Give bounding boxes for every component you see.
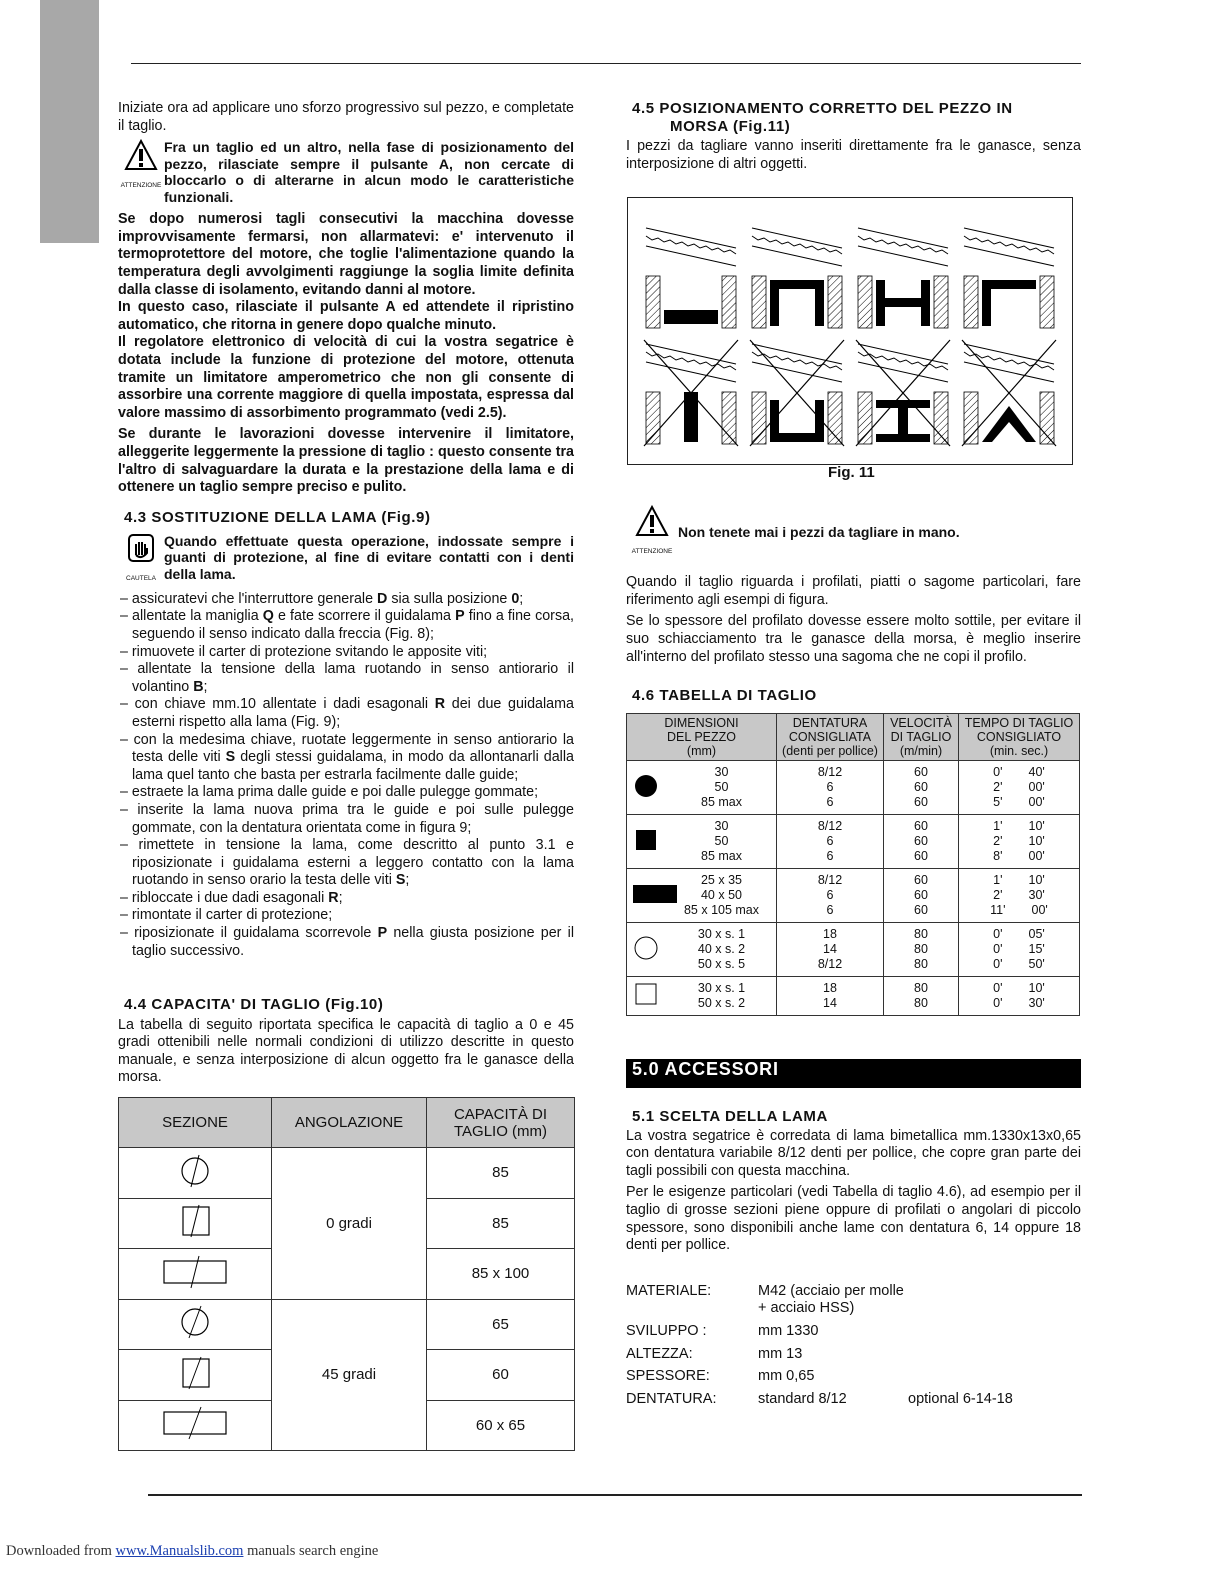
step-item: – con la medesima chiave, ruotate leggermente in senso antiorario la testa delle viti S degli stessi guidalama, in modo da allontanarli dalla lama quel tanto che basta per estrarla facilmente dalle guide;	[120, 731, 574, 783]
spec-extra	[908, 1283, 1081, 1318]
dimension-value: 40 x s. 2	[697, 942, 746, 956]
teeth-cell: 8/12 6 6	[777, 761, 884, 815]
teeth-cell: 18 14	[777, 977, 884, 1016]
col-header: SEZIONE	[119, 1098, 272, 1148]
section-title: 4.4 CAPACITA' DI TAGLIO (Fig.10)	[124, 996, 384, 1013]
spec-label: SPESSORE:	[626, 1368, 710, 1385]
teeth-cell: 8/12 6 6	[777, 815, 884, 869]
footer-prefix: Downloaded from	[6, 1543, 116, 1559]
spec-label: MATERIALE:	[626, 1282, 712, 1299]
section-5-1	[626, 1108, 1081, 1408]
speed-cell: 60 60 60	[884, 761, 959, 815]
capacity-value: 65	[427, 1299, 575, 1350]
thin-profile-text: Se lo spessore del profilato dovesse essere molto sottile, per evitare il suo schiacciamento tra le ganasce della morsa, è meglio inserire all'interno del profilato stesso una sagoma che ne copi il profilo.	[626, 613, 1081, 665]
teeth-cell: 8/12 6 6	[777, 869, 884, 923]
speed-regulator-text: Il regolatore elettronico di velocità di cui la vostra segatrice è dotata include la funzione di protezione del motore, ottenuta tramite un limitatore amperometrico che non gli consente di assorbire una corrente maggiore di quella impostata, espressa dal valore massimo di assorbimento programmato (vedi 2.5).	[118, 334, 574, 421]
col-header: CAPACITÀ DI TAGLIO (mm)	[427, 1098, 575, 1148]
manualslib-link[interactable]: www.Manualslib.com	[115, 1543, 244, 1559]
dimension-cell	[627, 815, 777, 869]
section-4-5	[626, 100, 1081, 177]
caution-text: Quando effettuate questa operazione, indossate sempre i guanti di protezione, al fine di evitare contatti con i denti della lama.	[164, 532, 574, 582]
dimension-value: 50 x s. 2	[697, 996, 746, 1010]
step-item: – rimuovete il carter di protezione svitando le apposite viti;	[120, 643, 488, 660]
warning-label: ATTENZIONE	[120, 181, 162, 189]
dimension-value: 85 max	[701, 795, 742, 809]
figure-caption: Fig. 11	[828, 464, 875, 481]
dimension-cell	[627, 761, 777, 815]
angle-cell: 0 gradi	[272, 1148, 427, 1300]
header-rule	[131, 63, 1081, 64]
table-row	[627, 815, 1080, 869]
time-cell: 0' 05' 0' 15' 0' 50'	[959, 923, 1080, 977]
table-row	[627, 761, 1080, 815]
step-item: – estraete la lama prima dalle guide e poi dalle pulegge gommate;	[120, 784, 539, 801]
cutting-table	[626, 713, 1080, 1016]
intro-text: Iniziate ora ad applicare uno sforzo progressivo sul pezzo, e completate il taglio.	[118, 100, 574, 134]
step-item: – assicuratevi che l'interruttore generale D sia sulla posizione 0;	[120, 590, 524, 607]
dimension-value: 50 x s. 5	[697, 957, 746, 971]
table-row	[627, 869, 1080, 923]
dimension-value: 50	[714, 780, 729, 794]
spec-extra	[908, 1368, 1081, 1386]
round-solid-icon	[631, 771, 661, 805]
rect-section-icon	[119, 1249, 272, 1300]
step-item: – riposizionate il guidalama scorrevole P nella giusta posizione per il taglio successivo.	[120, 925, 574, 959]
col-header: DENTATURA CONSIGLIATA (denti per pollice)	[777, 714, 884, 761]
capacity-value: 60	[427, 1350, 575, 1401]
dimension-value: 30	[714, 819, 729, 833]
warning-icon	[626, 505, 678, 560]
capacity-value: 85	[427, 1148, 575, 1199]
round-tube-icon	[631, 933, 661, 967]
step-item: – rimettete in tensione la lama, come descritto al punto 3.1 e riposizionate i guidalama esterni a leggero contatto con la lama ruotando in senso orario la testa delle viti S;	[120, 837, 574, 889]
square-section-icon	[119, 1350, 272, 1401]
spec-extra	[908, 1323, 1081, 1341]
profile-flat-vertical-diagram	[644, 340, 738, 446]
capacity-text: La tabella di seguito riportata specifica le capacità di taglio a 0 e 45 gradi ottenibili nelle normali condizioni di utilizzo descritte in questo manuale, e senza interposizione di alcun oggetto fra le ganasce della morsa.	[118, 1016, 574, 1086]
spec-label: ALTEZZA:	[626, 1345, 693, 1362]
blade-specs	[626, 1283, 1081, 1409]
release-button-text: In questo caso, rilasciate il pulsante A ed attendete il ripristino automatico, che ritorna in genere dopo qualche minuto.	[118, 299, 574, 333]
section-4-3	[118, 509, 574, 960]
spec-value: standard 8/12	[758, 1390, 847, 1407]
rect-solid-icon	[631, 879, 681, 913]
figure-11	[627, 197, 1073, 465]
spec-extra: optional 6-14-18	[908, 1390, 1013, 1407]
caution-box	[118, 533, 574, 588]
rect-section-icon	[119, 1400, 272, 1451]
teeth-cell: 18 14 8/12	[777, 923, 884, 977]
blade-replacement-steps	[118, 591, 574, 960]
profile-h-beam-diagram	[858, 228, 948, 328]
warning-text: Fra un taglio ed un altro, nella fase di posizionamento del pezzo, rilasciate sempre il pulsante A, non cercate di bloccarlo o di alterarne in alcun modo le caratteristiche funzionali.	[164, 139, 574, 205]
step-item: – ribloccate i due dadi esagonali R;	[120, 889, 343, 906]
spec-label: SVILUPPO :	[626, 1322, 707, 1339]
spec-value: mm 13	[758, 1345, 803, 1362]
speed-cell: 80 80	[884, 977, 959, 1016]
speed-cell: 60 60 60	[884, 869, 959, 923]
special-blades-text: Per le esigenze particolari (vedi Tabella di taglio 4.6), ad esempio per il taglio di grosse sezioni piene oppure di profilati o angolari di piccolo spessore, sono disponibili anche lame con dentatura 6, 14 oppure 18 denti per pollice.	[626, 1184, 1081, 1254]
col-header: ANGOLAZIONE	[272, 1098, 427, 1148]
col-header: TEMPO DI TAGLIO CONSIGLIATO (min. sec.)	[959, 714, 1080, 761]
profile-angle-v-diagram	[962, 340, 1056, 446]
section-4-5-cont	[626, 505, 1081, 670]
time-cell: 1' 10' 2' 30' 11' 00'	[959, 869, 1080, 923]
warning-icon	[118, 139, 164, 194]
section-5-0	[626, 1059, 1081, 1088]
profile-angle-up-diagram	[964, 228, 1054, 328]
profiles-text: Quando il taglio riguarda i profilati, piatti o sagome particolari, fare riferimento agli esempi di figura.	[626, 574, 1081, 608]
spec-value: mm 0,65	[758, 1368, 815, 1385]
section-title-cont: MORSA (Fig.11)	[670, 117, 791, 135]
section-title: 5.1 SCELTA DELLA LAMA	[632, 1108, 828, 1125]
download-footer	[6, 1543, 378, 1560]
spec-value: mm 1330	[758, 1322, 819, 1339]
step-item: – allentate la maniglia Q e fate scorrere il guidalama P fino a fine corsa, seguendo il senso indicato dalla freccia (Fig. 8);	[120, 608, 575, 642]
dimension-value: 40 x 50	[700, 888, 742, 902]
footer-suffix: manuals search engine	[243, 1543, 379, 1559]
dimension-value: 85 max	[701, 849, 742, 863]
time-cell: 1' 10' 2' 10' 8' 00'	[959, 815, 1080, 869]
spec-label: DENTATURA:	[626, 1390, 717, 1407]
caution-label: CAUTELA	[126, 575, 156, 583]
spec-extra	[908, 1346, 1081, 1364]
round-section-icon	[119, 1148, 272, 1199]
dimension-value: 25 x 35	[700, 873, 742, 887]
side-tab-marker	[40, 0, 99, 243]
table-row	[627, 923, 1080, 977]
angle-cell: 45 gradi	[272, 1299, 427, 1451]
step-item: – allentate la tensione della lama ruotando in senso antiorario il volantino B;	[120, 661, 574, 695]
capacity-value: 85	[427, 1198, 575, 1249]
section-title: 4.5 POSIZIONAMENTO CORRETTO DEL PEZZO IN	[632, 100, 1013, 117]
speed-cell: 80 80 80	[884, 923, 959, 977]
dimension-cell	[627, 923, 777, 977]
profile-u-channel-diagram	[752, 228, 842, 328]
profile-flat-bar-diagram	[646, 228, 736, 328]
dimension-cell	[627, 869, 777, 923]
section-4-4	[118, 996, 574, 1091]
section-title: 4.6 TABELLA DI TAGLIO	[632, 687, 817, 704]
square-tube-icon	[631, 979, 661, 1013]
warning-box	[626, 505, 1081, 560]
warning-text: Non tenete mai i pezzi da tagliare in mano.	[678, 524, 960, 541]
dimension-cell	[627, 977, 777, 1016]
left-column	[118, 100, 574, 501]
dimension-value: 30 x s. 1	[697, 927, 746, 941]
warning-label: ATTENZIONE	[631, 547, 673, 555]
section-title: 4.3 SOSTITUZIONE DELLA LAMA (Fig.9)	[124, 509, 431, 526]
dimension-value: 30 x s. 1	[697, 981, 746, 995]
profile-i-beam-diagram	[856, 340, 950, 446]
dimension-value: 30	[714, 765, 729, 779]
section-4-6	[626, 687, 1081, 705]
round-section-icon	[119, 1299, 272, 1350]
warning-box	[118, 139, 574, 205]
profile-u-upright-diagram	[750, 340, 844, 446]
table-row	[627, 977, 1080, 1016]
col-header: VELOCITÀ DI TAGLIO (m/min)	[884, 714, 959, 761]
square-section-icon	[119, 1198, 272, 1249]
capacity-value: 60 x 65	[427, 1400, 575, 1451]
thermal-protection-text: Se dopo numerosi tagli consecutivi la macchina dovesse improvvisamente fermarsi, non allarmatevi: e' intervenuto il termoprotettore del motore, che toglie l'alimentazione quando la temperatura degli avvolgimenti raggiunge la soglia limite definita dalla classe di isolamento, evitando danni al motore.	[118, 211, 574, 298]
accessories-title: 5.0 ACCESSORI	[626, 1059, 1081, 1088]
step-item: – con chiave mm.10 allentate i dadi esagonali R dei due guidalama esterni rispetto alla lama (Fig. 9);	[120, 696, 574, 730]
square-solid-icon	[631, 825, 661, 859]
speed-cell: 60 60 60	[884, 815, 959, 869]
col-header: DIMENSIONI DEL PEZZO (mm)	[627, 714, 777, 761]
capacity-value: 85 x 100	[427, 1249, 575, 1300]
dimension-value: 50	[714, 834, 729, 848]
time-cell: 0' 10' 0' 30'	[959, 977, 1080, 1016]
limiter-text: Se durante le lavorazioni dovesse intervenire il limitatore, alleggerite leggermente la pressione di taglio : questo consente tra l'altro di salvaguardare la durata e la prestazione della lama e di ottenere un taglio sempre preciso e pulito.	[118, 426, 574, 496]
dimension-value: 85 x 105 max	[683, 903, 760, 917]
step-item: – rimontate il carter di protezione;	[120, 907, 333, 924]
footer-rule	[148, 1494, 1082, 1496]
step-item: – inserite la lama nuova prima tra le guide e poi sulle pulegge gommate, con la dentatura orientata come in figura 9;	[120, 801, 574, 836]
blade-text: La vostra segatrice è corredata di lama bimetallica mm.1330x13x0,65 con dentatura variabile 8/12 denti per pollice, che copre gran parte dei tagli possibili con questa macchina.	[626, 1127, 1081, 1179]
time-cell: 0' 40' 2' 00' 5' 00'	[959, 761, 1080, 815]
cutting-capacity-table	[118, 1097, 575, 1451]
positioning-text: I pezzi da tagliare vanno inseriti direttamente fra le ganasce, senza interposizione di altri oggetti.	[626, 138, 1081, 172]
glove-caution-icon	[118, 533, 164, 588]
spec-value: M42 (acciaio per molle + acciaio HSS)	[758, 1282, 904, 1317]
